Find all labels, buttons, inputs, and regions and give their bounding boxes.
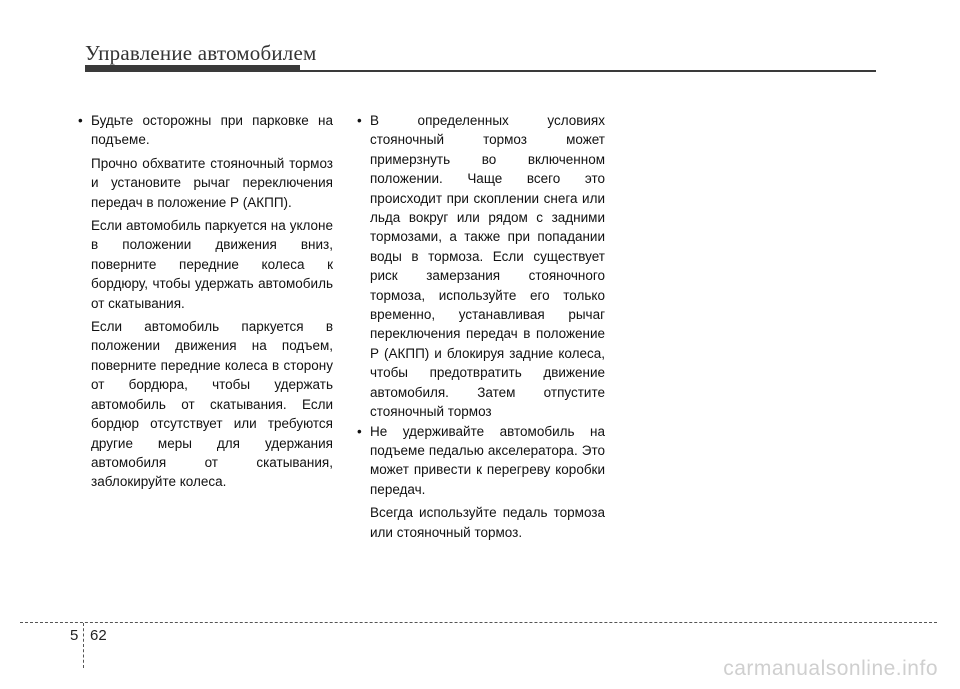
page-number: 62 [90, 627, 107, 644]
header-rule [300, 70, 876, 72]
paragraph-uphill: Если автомобиль паркуется в положении движения на подъем, поверните передние колеса в сторону от бордюра, чтобы удержать автомобиль от скатывания. Если бордюр отсутствует или требуются другие меры для удержания автомобиля от скатывания, заблокируйте колеса. [91, 319, 333, 490]
watermark-text: carmanualsonline.info [723, 657, 938, 680]
paragraph-parking-brake: Прочно обхватите стояночный тормоз и установите рычаг переключения передач в положение Р (АКПП). [91, 155, 333, 210]
paragraph-downhill: Если автомобиль паркуется на уклоне в положении движения вниз, поверните передние колеса к бордюру, чтобы удержать автомобиль от скатывания. [91, 218, 333, 311]
right-column [355, 111, 605, 542]
page-header-title: Управление автомобилем [85, 41, 317, 65]
footer-rule [20, 622, 937, 623]
header-bar [85, 65, 300, 72]
section-number: 5 [70, 627, 79, 644]
bullet-frozen-brake: • В определенных условиях стояночный тормоз может примерзнуть во включенном положении. Чаще всего это происходит при скоплении снега или льда вокруг или рядом с задними тормозами, а также при попадании воды в тормоза. Если существует риск замерзания стояночного тормоза, используйте его только временно, устанавливая рычаг переключения передач в положение Р (АКПП) и блокируя задние колеса, чтобы предотвратить движение автомобиля. Затем отпустите стояночный тормоз [355, 111, 605, 422]
bullet-parking-slope: • Будьте осторожны при парковке на подъеме. [76, 111, 333, 150]
footer-divider [83, 623, 84, 668]
paragraph-use-brake: Всегда используйте педаль тормоза или стояночный тормоз. [370, 505, 605, 540]
left-column [76, 111, 333, 492]
bullet-accelerator: • Не удерживайте автомобиль на подъеме педалью акселератора. Это может привести к перегреву коробки передач. [355, 422, 605, 500]
